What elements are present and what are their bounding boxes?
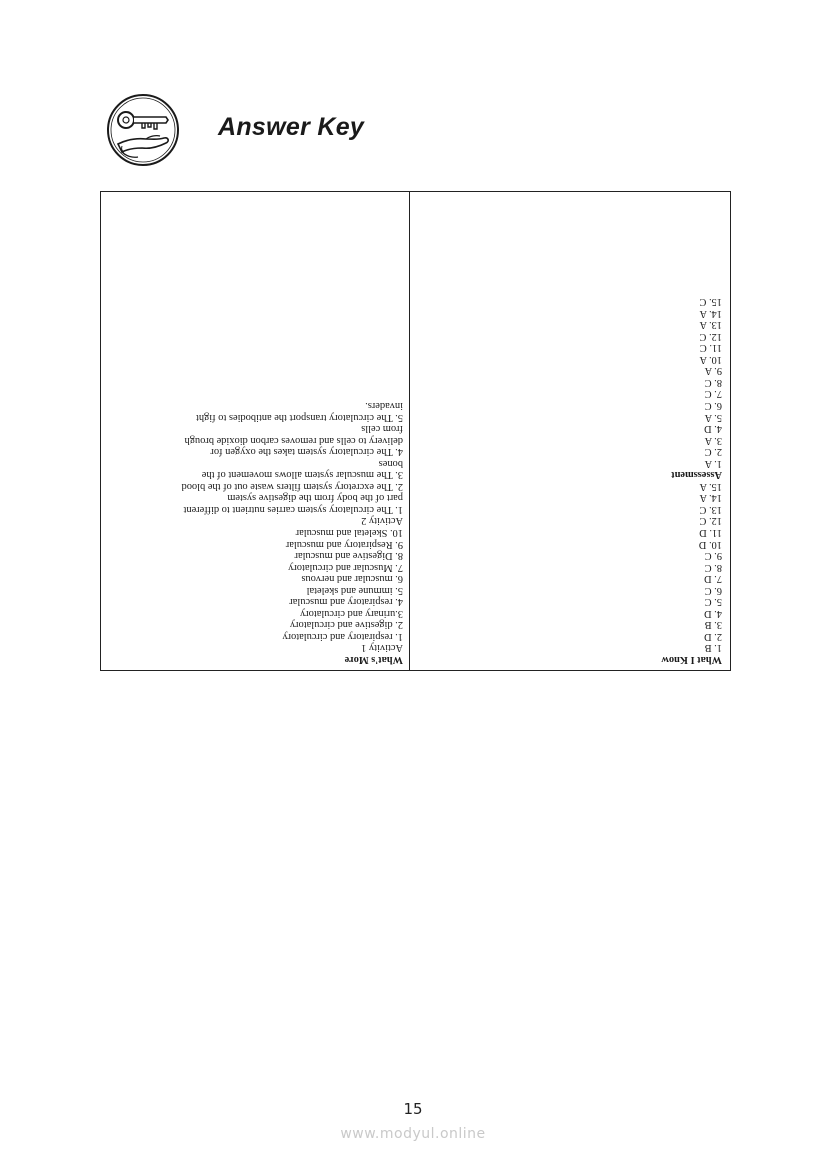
activity-item: 4. respiratory and muscular xyxy=(289,596,403,608)
answer-item: 1. B xyxy=(704,642,722,654)
answer-item: 2. C xyxy=(704,446,722,458)
activity-text-line: invaders. xyxy=(365,399,403,411)
activity-title: Activity 2 xyxy=(361,515,403,527)
answer-item: 11. C xyxy=(699,342,722,354)
answer-item: 8. C xyxy=(704,561,722,573)
answer-item: 10. D xyxy=(698,538,722,550)
activity-text-line: 5. The circulatory transport the antibodies to fight xyxy=(196,411,403,423)
answer-item: 7. C xyxy=(704,388,722,400)
activity-text-line: 2. The excretory system filters waste out of the blood xyxy=(181,480,403,492)
key-in-hand-icon xyxy=(106,86,180,174)
activity-text-line: 4. The circulatory system takes the oxygen for xyxy=(210,446,403,458)
activity-text-line: delivery to cells and removes carbon dioxide brough xyxy=(184,434,403,446)
answer-item: 1. A xyxy=(704,457,722,469)
answer-item: 11. D xyxy=(699,526,722,538)
watermark: www.modyul.online xyxy=(340,1126,486,1142)
answer-item: 14. A xyxy=(699,492,722,504)
answer-item: 12. C xyxy=(699,515,722,527)
answer-item: 10. A xyxy=(699,353,722,365)
activity-text-line: bones xyxy=(378,457,403,469)
answer-key-table xyxy=(100,191,731,671)
activity-title: Activity 1 xyxy=(361,642,403,654)
answer-item: 6. C xyxy=(704,399,722,411)
what-i-know-heading: What I Know xyxy=(661,654,722,665)
activity-item: 7. Muscular and circulatory xyxy=(288,561,403,573)
answer-item: 5. A xyxy=(704,411,722,423)
whats-more-heading: What's More xyxy=(344,654,403,665)
activity-item: 8. Digestive and muscular xyxy=(294,550,403,562)
activity-item: 9. Respiratory and muscular xyxy=(285,538,403,550)
activity-item: 3.urinary and circulatory xyxy=(300,607,403,619)
answer-item: 15. A xyxy=(699,480,722,492)
answer-item: 2. D xyxy=(704,630,722,642)
answer-item: 12. C xyxy=(699,330,722,342)
page-title: Answer Key xyxy=(218,113,365,141)
answer-item: 6. C xyxy=(704,584,722,596)
activity-text-line: part of the body from the digestive system xyxy=(227,492,403,504)
whats-more-column xyxy=(101,192,411,670)
answer-item: 3. A xyxy=(704,434,722,446)
activity-text-line: 1. The circulatory system carries nutrient to different xyxy=(183,503,403,515)
answer-item: 15. C xyxy=(699,296,722,308)
answer-item: 9. A xyxy=(704,365,722,377)
answer-item: 3. B xyxy=(704,619,722,631)
activity-text-line: 3. The muscular system allows movement of the xyxy=(201,469,403,481)
activity-item: 5. immune and skeletal xyxy=(306,584,403,596)
page-number: 15 xyxy=(403,1100,423,1118)
answer-item: 4. D xyxy=(704,607,722,619)
activity-text-line: from cells xyxy=(361,423,403,435)
answer-item: 13. C xyxy=(699,503,722,515)
answer-item: 4. D xyxy=(704,423,722,435)
answer-item: 14. A xyxy=(699,307,722,319)
answers-column xyxy=(409,192,730,670)
answer-item: 5. C xyxy=(704,596,722,608)
answer-item: 7. D xyxy=(704,573,722,585)
activity-item: 2. digestive and circulatory xyxy=(289,619,403,631)
answer-item: 13. A xyxy=(699,319,722,331)
activity-item: 6. muscular and nervous xyxy=(301,573,403,585)
assessment-heading: Assessment xyxy=(671,469,722,481)
answer-item: 9. C xyxy=(704,550,722,562)
activity-item: 1. respiratory and circulatory xyxy=(282,630,403,642)
answer-item: 8. C xyxy=(704,376,722,388)
activity-item: 10. Skeletal and muscular xyxy=(295,526,403,538)
